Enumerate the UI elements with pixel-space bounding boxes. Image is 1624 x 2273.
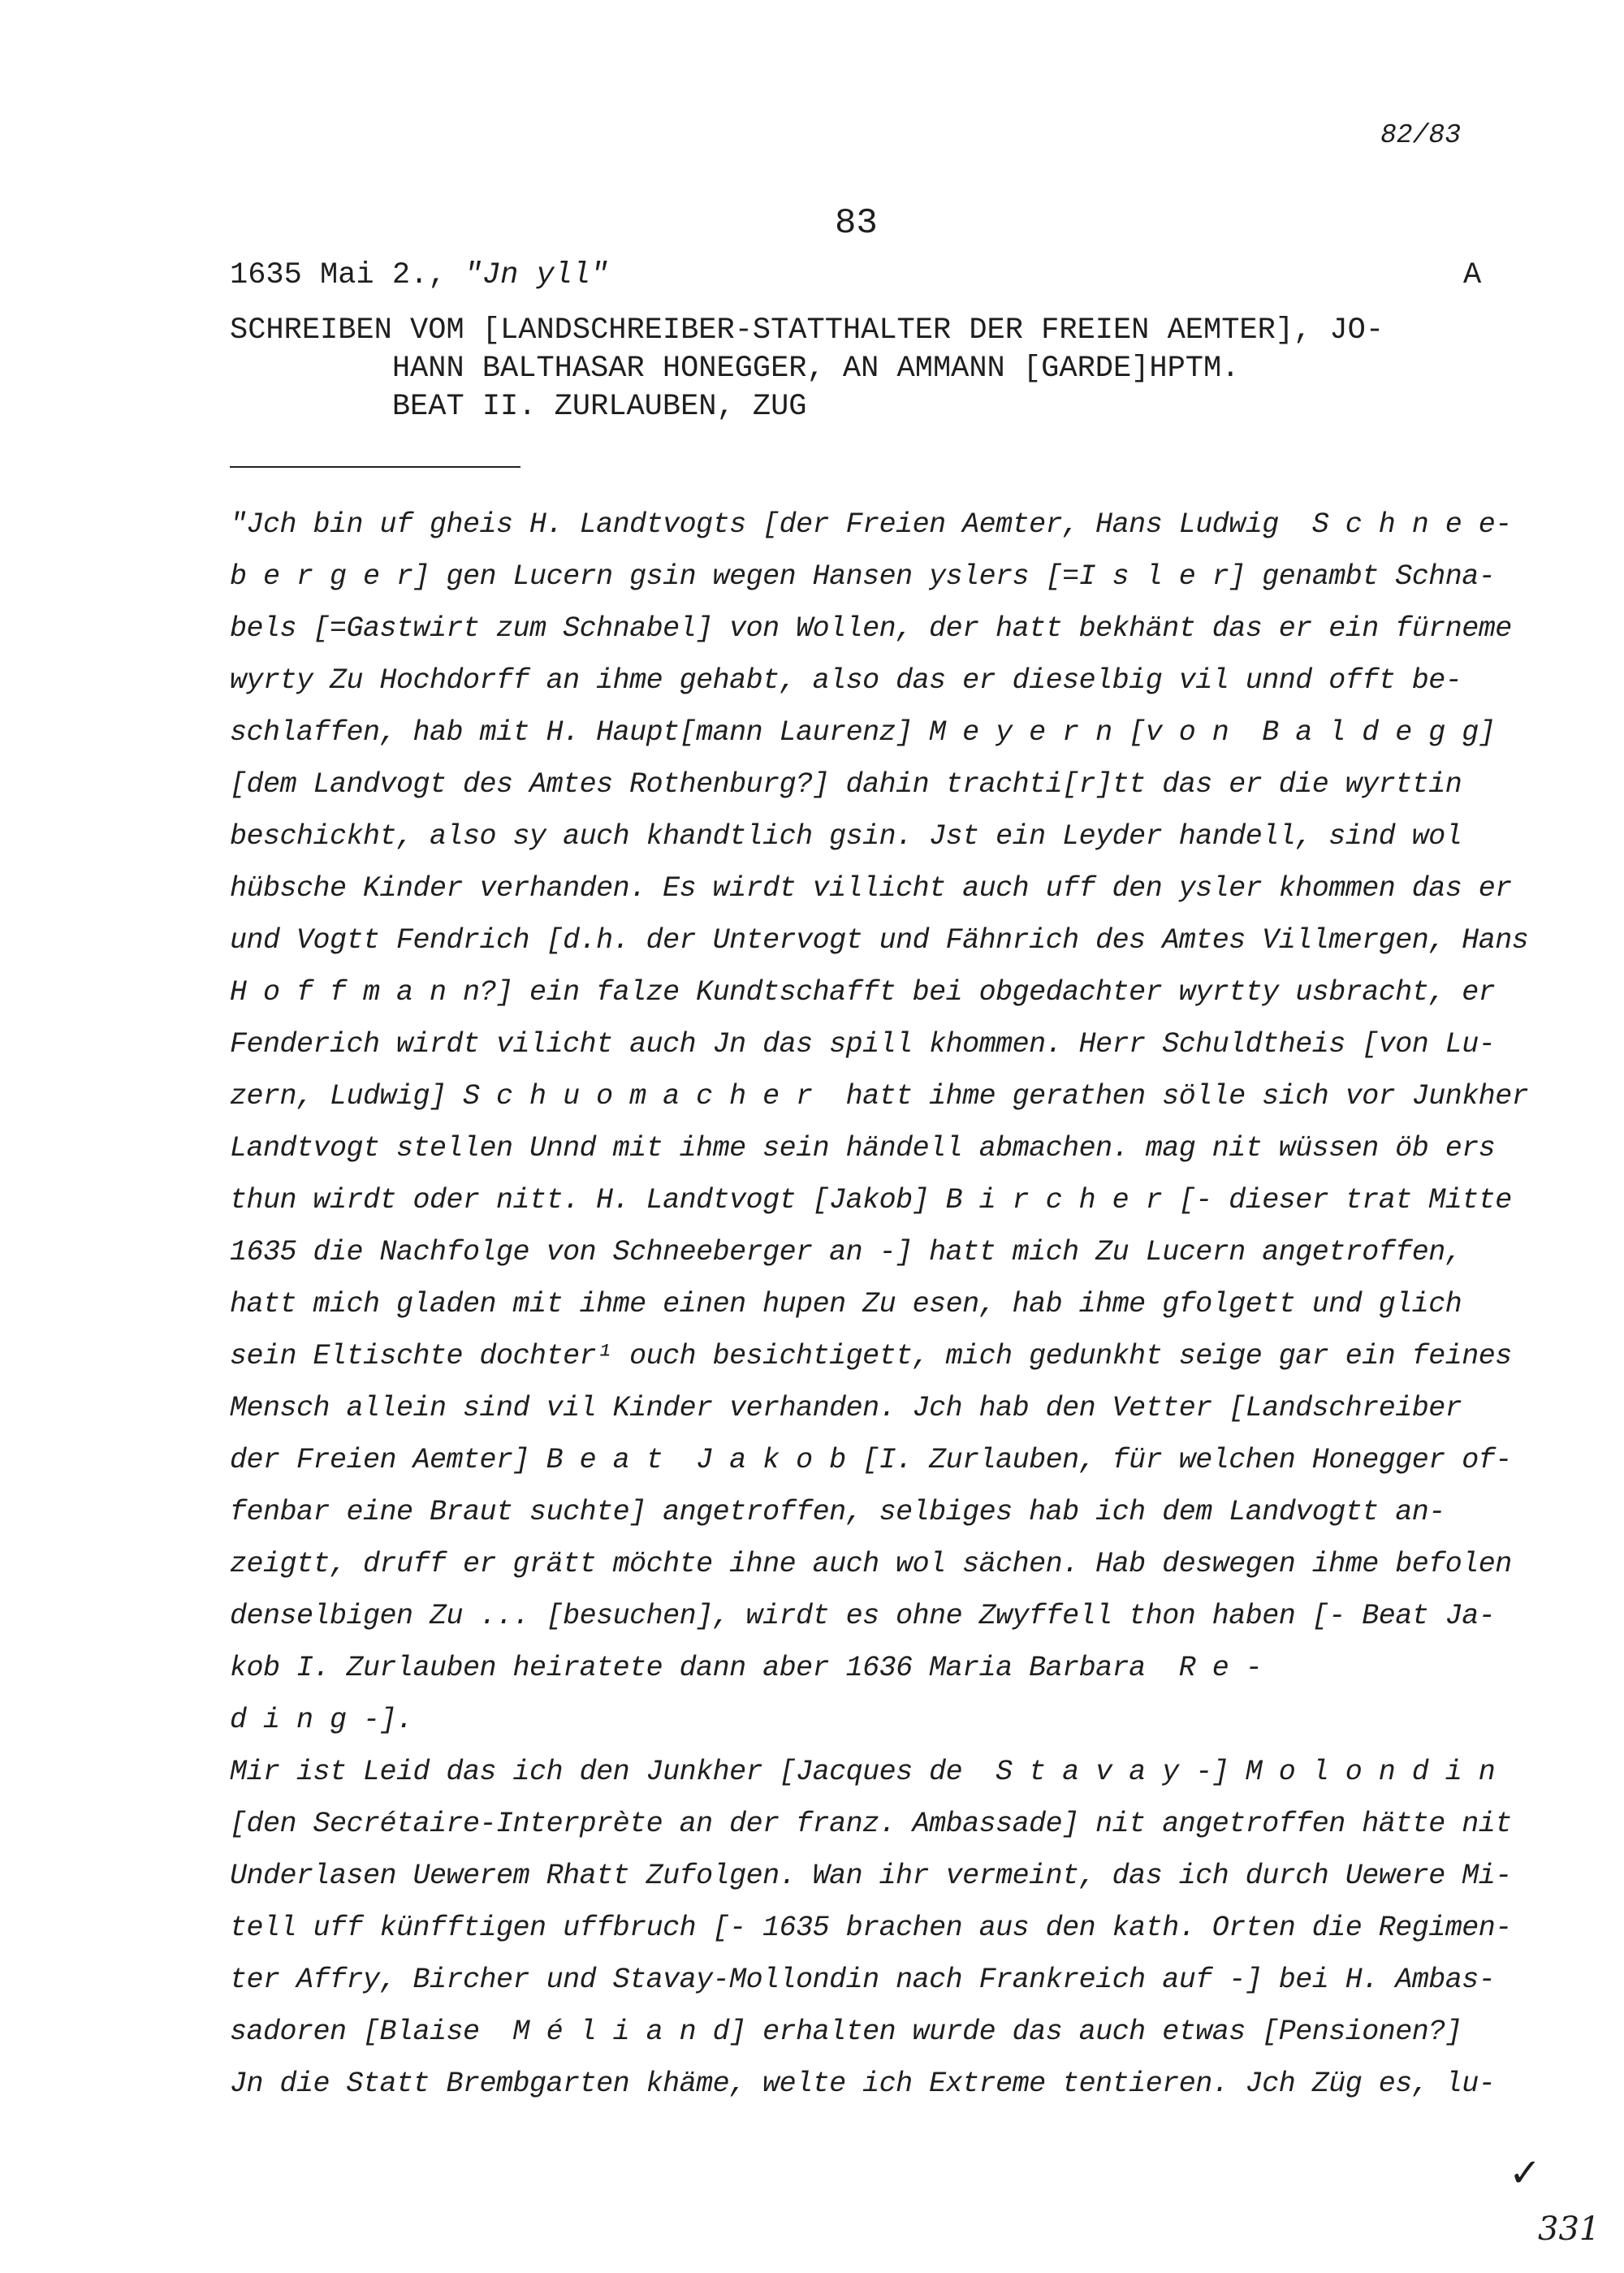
body-line: zern, Ludwig] S c h u o m a c h e r hatt ihme gerathen sölle sich vor Junkher — [230, 1080, 1529, 1113]
heading-line: BEAT II. ZURLAUBEN, ZUG — [230, 390, 807, 424]
check-mark-icon: ✓ — [1509, 2150, 1542, 2196]
heading-line: SCHREIBEN VOM [LANDSCHREIBER-STATTHALTER DER FREIEN AEMTER], JO- — [230, 313, 1384, 348]
body-line: Mensch allein sind vil Kinder verhanden. Jch hab den Vetter [Landschreiber — [230, 1392, 1462, 1424]
document-date-line — [230, 258, 608, 292]
body-line: schlaffen, hab mit H. Haupt[mann Laurenz] M e y e r n [v o n B a l d e g g] — [230, 716, 1496, 749]
body-line: beschickht, also sy auch khandtlich gsin. Jst ein Leyder handell, sind wol — [230, 820, 1462, 853]
body-line: wyrty Zu Hochdorff an ihme gehabt, also das er dieselbig vil unnd offt be- — [230, 664, 1462, 697]
body-line: "Jch bin uf gheis H. Landtvogts [der Freien Aemter, Hans Ludwig S c h n e e- — [230, 508, 1512, 541]
body-line: Underlasen Uewerem Rhatt Zufolgen. Wan ihr vermeint, das ich durch Uewere Mi- — [230, 1860, 1512, 1892]
heading-divider — [230, 466, 520, 468]
body-line: hatt mich gladen mit ihme einen hupen Zu esen, hab ihme gfolgett und glich — [230, 1288, 1462, 1320]
body-line: bels [=Gastwirt zum Schnabel] von Wollen, der hatt bekhänt das er ein fürneme — [230, 612, 1512, 645]
body-line: b e r g e r] gen Lucern gsin wegen Hansen yslers [=I s l e r] genambt Schna- — [230, 560, 1496, 593]
body-line: fenbar eine Braut suchte] angetroffen, selbiges hab ich dem Landvogtt an- — [230, 1496, 1445, 1528]
body-line: Jn die Statt Brembgarten khäme, welte ich Extreme tentieren. Jch Züg es, lu- — [230, 2068, 1496, 2100]
document-marker: A — [1463, 258, 1482, 292]
archive-number: 331 — [1538, 2210, 1600, 2248]
body-line: 1635 die Nachfolge von Schneeberger an -] hatt mich Zu Lucern angetroffen, — [230, 1236, 1462, 1268]
body-line: zeigtt, druff er grätt möchte ihne auch wol sächen. Hab deswegen ihme befolen — [230, 1548, 1512, 1580]
document-heading — [230, 312, 1384, 426]
body-line: thun wirdt oder nitt. H. Landtvogt [Jakob] B i r c h e r [- dieser trat Mitte — [230, 1184, 1512, 1216]
document-place: "Jn yll" — [464, 258, 609, 292]
heading-line: HANN BALTHASAR HONEGGER, AN AMMANN [GARDE]HPTM. — [230, 352, 1240, 386]
body-line: [den Secrétaire-Interprète an der franz. Ambassade] nit angetroffen hätte nit — [230, 1808, 1512, 1840]
letter-body — [230, 499, 1529, 2110]
body-line: H o f f m a n n?] ein falze Kundtschafft bei obgedachter wyrtty usbracht, er — [230, 976, 1496, 1009]
body-line: Landtvogt stellen Unnd mit ihme sein händell abmachen. mag nit wüssen öb ers — [230, 1132, 1496, 1165]
body-line: und Vogtt Fendrich [d.h. der Untervogt und Fähnrich des Amtes Villmergen, Hans — [230, 924, 1529, 957]
body-line: ter Affry, Bircher und Stavay-Mollondin nach Frankreich auf -] bei H. Ambas- — [230, 1964, 1496, 1996]
body-line: Mir ist Leid das ich den Junkher [Jacques de S t a v a y -] M o l o n d i n — [230, 1756, 1496, 1788]
body-line: tell uff künfftigen uffbruch [- 1635 brachen aus den kath. Orten die Regimen- — [230, 1912, 1512, 1944]
body-line: der Freien Aemter] B e a t J a k o b [I. Zurlauben, für welchen Honegger of- — [230, 1444, 1512, 1476]
body-line: sein Eltischte dochter¹ ouch besichtigett, mich gedunkht seige gar ein feines — [230, 1340, 1512, 1372]
page-reference: 82/83 — [1380, 120, 1462, 150]
document-date: 1635 Mai 2., — [230, 258, 464, 292]
body-line: d i n g -]. — [230, 1704, 413, 1736]
body-line: Fenderich wirdt vilicht auch Jn das spill khommen. Herr Schuldtheis [von Lu- — [230, 1028, 1496, 1061]
body-line: [dem Landvogt des Amtes Rothenburg?] dahin trachti[r]tt das er die wyrttin — [230, 768, 1462, 801]
body-line: denselbigen Zu ... [besuchen], wirdt es ohne Zwyffell thon haben [- Beat Ja- — [230, 1600, 1496, 1632]
body-line: sadoren [Blaise M é l i a n d] erhalten wurde das auch etwas [Pensionen?] — [230, 2016, 1462, 2048]
body-line: hübsche Kinder verhanden. Es wirdt villicht auch uff den ysler khommen das er — [230, 872, 1512, 905]
body-line: kob I. Zurlauben heiratete dann aber 1636 Maria Barbara R e - — [230, 1652, 1263, 1684]
page-number: 83 — [835, 203, 878, 244]
